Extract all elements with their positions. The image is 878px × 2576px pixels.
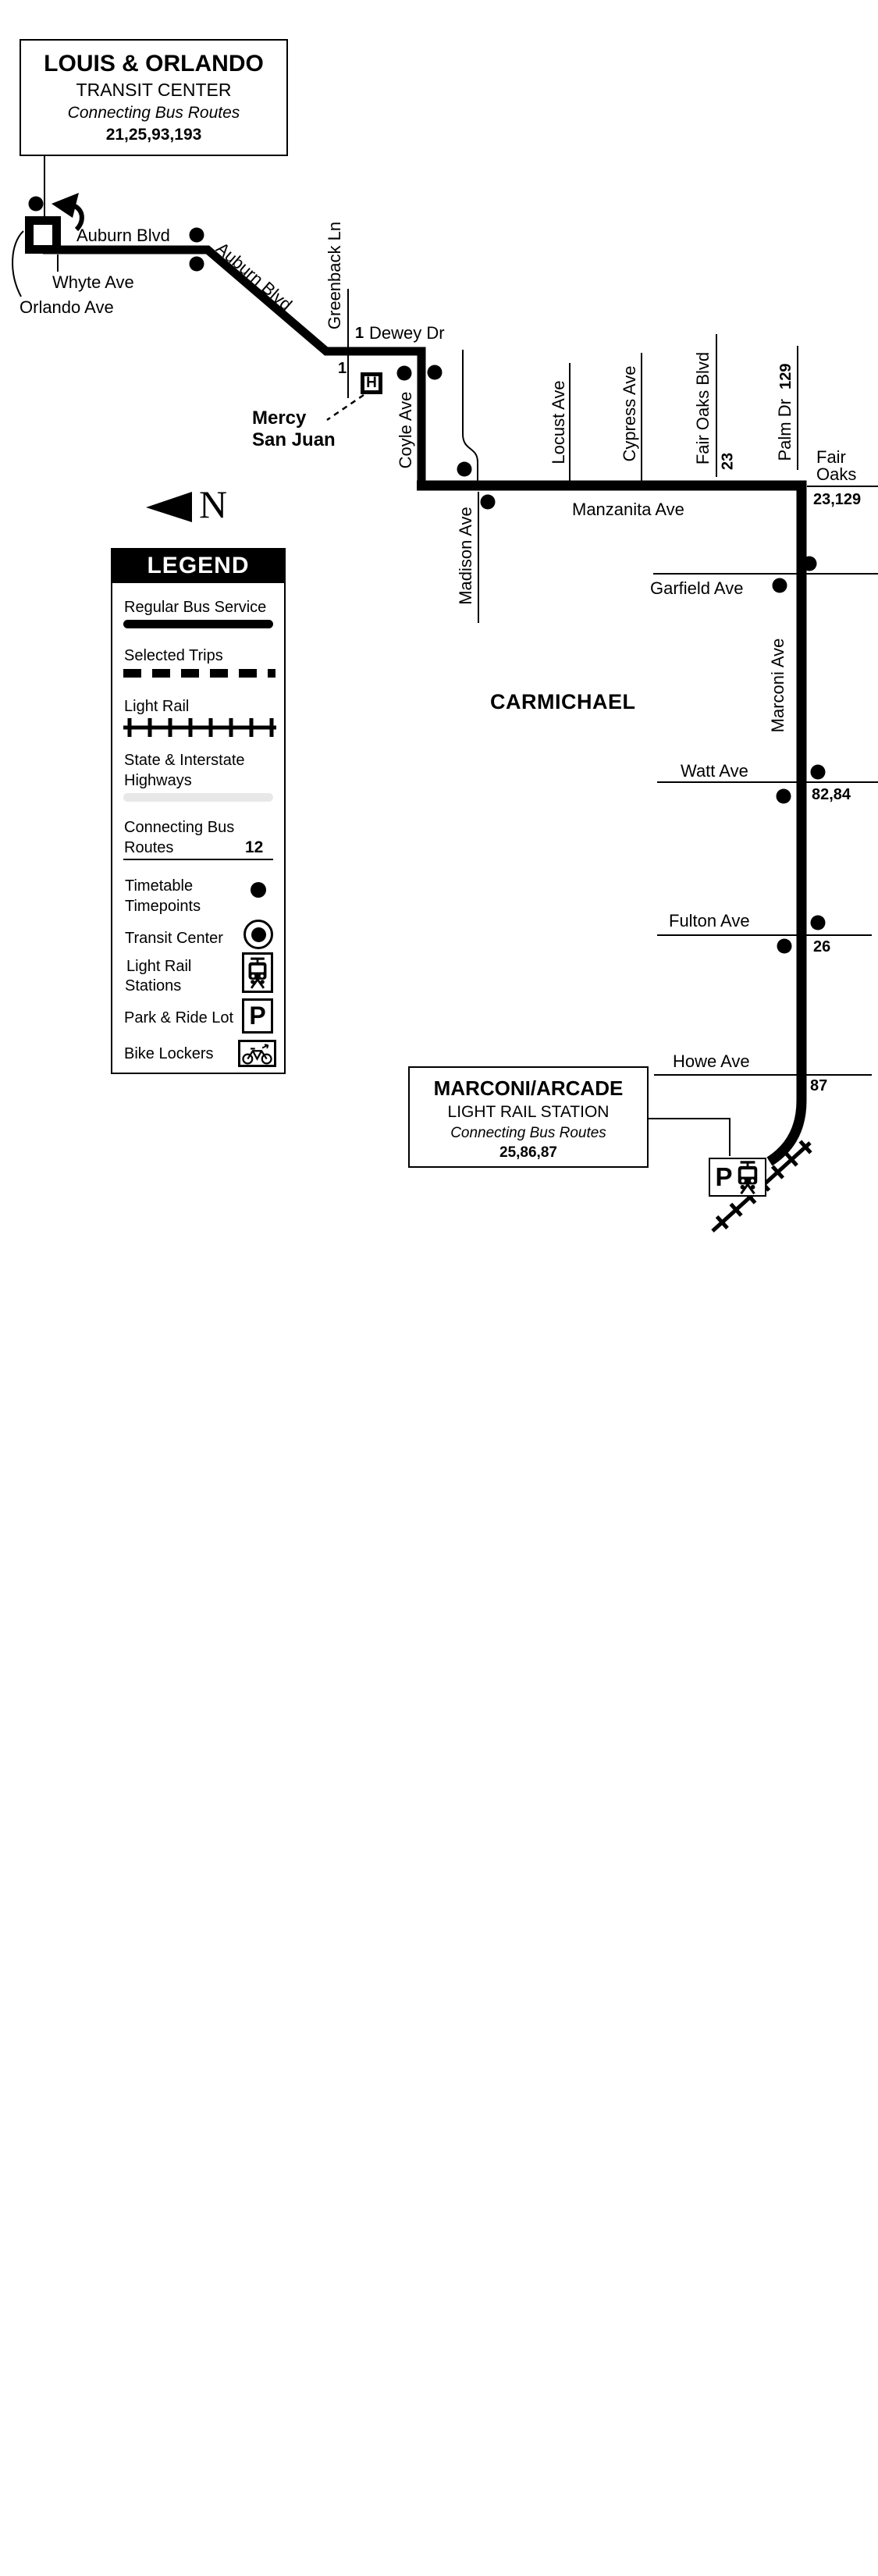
callout-subtitle: LIGHT RAIL STATION: [447, 1103, 610, 1121]
street-label-palm-dr-text: Palm Dr: [775, 399, 794, 461]
station-callout: [408, 1066, 649, 1168]
route-number-palm-dr: 129: [777, 363, 794, 390]
street-label-fulton-ave: Fulton Ave: [669, 911, 750, 930]
hospital-icon-letter: H: [366, 375, 377, 391]
street-label-garfield-ave: Garfield Ave: [650, 578, 744, 598]
callout-title: LOUIS & ORLANDO: [44, 51, 264, 76]
legend-item-connecting-line1: Connecting Bus: [124, 819, 235, 836]
transit-center-symbol: [243, 920, 273, 949]
legend-item-highways-line2: Highways: [124, 772, 192, 789]
legend-item-lr-stations-line1: Light Rail: [126, 958, 192, 975]
street-label-marconi-ave: Marconi Ave: [768, 638, 787, 733]
station-icons: [709, 1158, 766, 1197]
regular-bus-symbol: [123, 620, 273, 628]
madison-ave-line-north: [463, 350, 478, 481]
north-arrow-icon: [146, 492, 192, 522]
bike-icon: [240, 1042, 274, 1066]
route-direction-arrow-icon: [52, 193, 79, 218]
legend-item-selected-trips: Selected Trips: [124, 647, 223, 664]
orlando-ave-leader: [12, 231, 23, 297]
route-number-fulton: 26: [813, 938, 831, 955]
transit-center-icon: [30, 221, 57, 250]
callout-note: Connecting Bus Routes: [450, 1125, 606, 1141]
street-label-locust-ave: Locust Ave: [549, 380, 568, 464]
legend: [111, 548, 286, 1074]
legend-item-light-rail: Light Rail: [124, 698, 190, 715]
tram-icon: [246, 956, 269, 989]
street-label-madison-ave: Madison Ave: [456, 507, 475, 605]
callout-note: Connecting Bus Routes: [67, 104, 240, 122]
street-label-cypress-ave: Cypress Ave: [620, 365, 639, 462]
street-label-auburn-blvd-diagonal: Auburn Blvd: [212, 238, 297, 315]
route-number-watt: 82,84: [812, 786, 851, 803]
street-label-palm-dr: [775, 363, 795, 461]
legend-item-timepoints-line2: Timepoints: [125, 898, 201, 915]
timepoint-dot: [29, 197, 44, 212]
transit-center-callout: [20, 39, 288, 156]
street-label-manzanita-ave: Manzanita Ave: [572, 500, 684, 519]
light-rail-station-icon: [735, 1160, 760, 1194]
legend-item-transit-center: Transit Center: [125, 930, 223, 947]
street-label-fair-oaks-line1: Fair: [816, 447, 846, 467]
bike-lockers-symbol: [238, 1040, 276, 1067]
street-label-coyle-ave: Coyle Ave: [396, 391, 415, 469]
route-number-fair-oaks: 23,129: [813, 491, 862, 508]
legend-item-lr-stations-line2: Stations: [125, 977, 182, 994]
hospital-icon: [361, 372, 382, 394]
park-ride-symbol: [242, 998, 273, 1034]
street-label-auburn-blvd: Auburn Blvd: [76, 226, 170, 245]
hospital-name-line1: Mercy: [252, 407, 307, 429]
route-number-fair-oaks-blvd: 23: [719, 452, 737, 471]
light-rail-symbol: [122, 716, 278, 739]
route-number-coyle: 1: [338, 360, 347, 377]
callout-subtitle: TRANSIT CENTER: [76, 80, 232, 100]
legend-connecting-route-number: 12: [245, 838, 264, 856]
street-label-fair-oaks-line2: Oaks: [816, 464, 857, 484]
timepoint-dot: [428, 365, 443, 380]
region-label-carmichael: CARMICHAEL: [490, 690, 636, 713]
callout-title: MARCONI/ARCADE: [433, 1076, 624, 1100]
timepoint-dot: [190, 257, 204, 272]
hospital-name-line2: San Juan: [252, 429, 336, 450]
timepoint-dot: [811, 765, 826, 780]
lr-station-symbol: [242, 952, 273, 993]
legend-title: LEGEND: [112, 549, 285, 583]
street-label-greenback-ln: Greenback Ln: [325, 221, 344, 330]
timepoint-dot: [777, 939, 792, 954]
hospital-leader-line: [327, 395, 364, 420]
station-leader-line: [645, 1119, 730, 1156]
legend-item-connecting-line2: Routes: [124, 839, 174, 856]
timepoint-dot: [777, 789, 791, 804]
selected-trips-symbol: [123, 669, 275, 678]
legend-item-park-ride: Park & Ride Lot: [124, 1009, 234, 1026]
callout-routes: 21,25,93,193: [105, 126, 202, 144]
callout-routes: 25,86,87: [499, 1144, 557, 1161]
route-number-howe: 87: [810, 1077, 828, 1094]
street-label-watt-ave: Watt Ave: [681, 761, 748, 781]
timepoint-dot: [481, 495, 496, 510]
timepoint-dot: [397, 366, 412, 381]
legend-item-bike-lockers: Bike Lockers: [124, 1045, 214, 1062]
highways-symbol: [123, 793, 273, 802]
timepoint-dot: [773, 578, 787, 593]
street-label-whyte-ave: Whyte Ave: [52, 272, 134, 292]
connecting-route-symbol: [123, 859, 273, 860]
north-arrow-label: N: [199, 482, 228, 526]
park-and-ride-icon: P: [715, 1162, 733, 1191]
legend-item-regular-bus: Regular Bus Service: [124, 599, 267, 616]
timepoint-dot: [802, 557, 817, 571]
park-ride-symbol-letter: P: [249, 1002, 266, 1030]
street-label-dewey-dr: Dewey Dr: [369, 323, 445, 343]
street-label-fair-oaks-blvd: Fair Oaks Blvd: [693, 351, 713, 465]
route-number-greenback: 1: [355, 325, 364, 342]
timepoint-dot: [190, 228, 204, 243]
timepoint-symbol: [251, 882, 266, 898]
timepoint-dot: [457, 462, 472, 477]
timepoint-dot: [811, 916, 826, 930]
street-label-howe-ave: Howe Ave: [673, 1051, 750, 1071]
legend-item-highways-line1: State & Interstate: [124, 752, 245, 769]
legend-item-timepoints-line1: Timetable: [125, 877, 194, 895]
street-label-orlando-ave: Orlando Ave: [20, 297, 114, 317]
transit-center-symbol-dot: [251, 927, 266, 942]
